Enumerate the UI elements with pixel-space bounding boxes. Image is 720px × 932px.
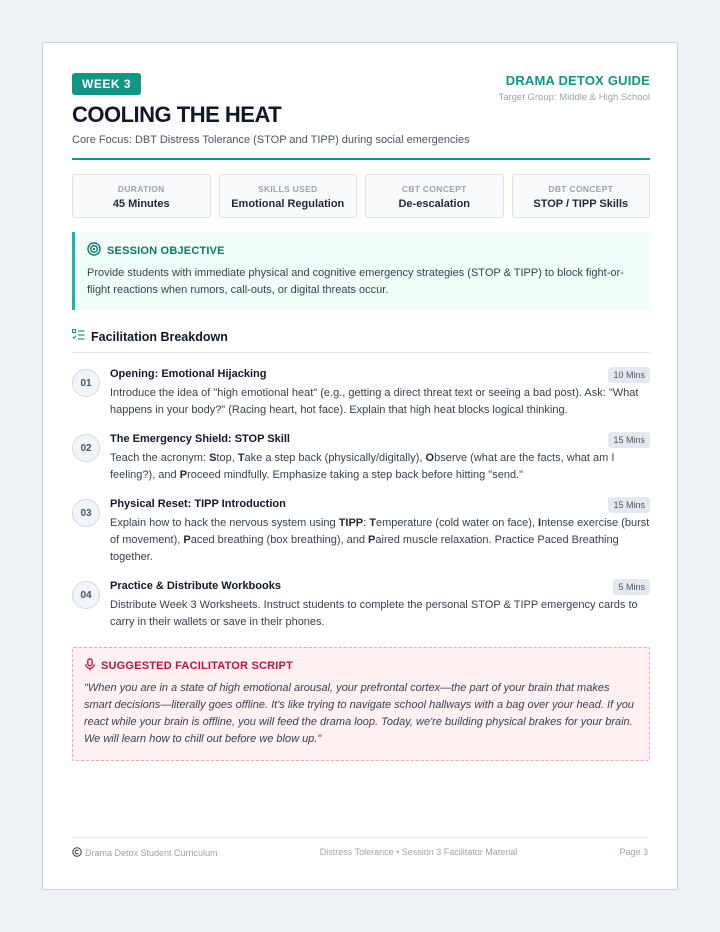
step-emphasis: T — [369, 517, 376, 529]
stat-value: 45 Minutes — [112, 198, 170, 210]
step-item — [72, 579, 650, 631]
brand-title: DRAMA DETOX GUIDE — [505, 73, 650, 88]
brand-subtitle: Target Group: Middle & High School — [498, 92, 650, 103]
footer-curriculum: Drama Detox Student Curriculum — [85, 848, 218, 858]
step-item — [72, 432, 650, 484]
session-objective — [72, 232, 650, 310]
page-content — [72, 73, 650, 761]
stat-value: De-escalation — [398, 198, 471, 210]
stat-card-dbt — [512, 174, 651, 218]
step-emphasis: P — [183, 534, 191, 546]
step-emphasis: TIPP — [338, 517, 364, 529]
stat-value: STOP / TIPP Skills — [533, 198, 629, 210]
script-text: "When you are in a state of high emotional arousal, your prefrontal cortex—the part of your brain that makes smart decisions—literally goes offline. It's like trying to navigate school hallways with a bag over your head. If you react while your brain is offline, you will feed the drama loop. Today, we're building physical brakes for your brain. We will learn how to chill out before we blow up." — [84, 682, 634, 745]
page-title: COOLING THE HEAT — [72, 102, 282, 127]
step-emphasis: O — [425, 452, 435, 464]
copyright-icon — [72, 847, 82, 859]
stat-label: DBT CONCEPT — [548, 184, 614, 194]
step-item — [72, 497, 650, 566]
objective-heading-row — [87, 242, 638, 259]
step-title: Opening: Emotional Hijacking — [110, 368, 267, 380]
step-number: 02 — [72, 434, 100, 462]
step-description: Introduce the idea of "high emotional heat" (e.g., getting a direct threat text or seeing a bad post). Ask: "What happens in your body?" (Racing heart, hot face). Explain that high heat blocks logical thinking. — [110, 387, 639, 416]
objective-heading: SESSION OBJECTIVE — [107, 244, 225, 257]
step-description: Distribute Week 3 Worksheets. Instruct students to complete the personal STOP & TIPP emergency cards to carry in their wallets or save in their phones. — [110, 599, 638, 628]
stat-card-cbt — [365, 174, 504, 218]
steps-list — [72, 367, 650, 631]
microphone-icon — [84, 658, 96, 674]
page-subtitle: Core Focus: DBT Distress Tolerance (STOP and TIPP) during social emergencies — [72, 134, 470, 146]
stat-label: DURATION — [117, 184, 165, 194]
footer-left — [72, 847, 218, 859]
step-emphasis: P — [368, 534, 376, 546]
step-title: The Emergency Shield: STOP Skill — [110, 433, 290, 445]
week-badge: WEEK 3 — [72, 73, 141, 95]
script-heading: SUGGESTED FACILITATOR SCRIPT — [101, 660, 293, 672]
document-page — [42, 42, 678, 890]
objective-text: Provide students with immediate physical and cognitive emergency strategies (STOP & TIPP) to block fight-or-flight reactions when rumors, call-outs, or digital threats occur. — [87, 267, 624, 296]
script-heading-row — [84, 658, 638, 674]
page-footer — [72, 837, 648, 859]
facilitator-script-box — [72, 647, 650, 761]
step-emphasis: T — [237, 452, 245, 464]
step-emphasis: S — [209, 452, 217, 464]
stat-label: CBT CONCEPT — [401, 184, 467, 194]
stats-row — [72, 174, 650, 218]
step-description: Explain how to hack the nervous system using TIPP: Temperature (cold water on face), Intense exercise (burst of movement), Paced breathing (box breathing), and Paired muscle relaxation. Practice Paced Breathing together. — [110, 517, 650, 563]
step-emphasis: I — [538, 517, 542, 529]
header-divider — [72, 158, 650, 160]
step-title: Physical Reset: TIPP Introduction — [110, 498, 286, 510]
stat-label: SKILLS USED — [257, 184, 318, 194]
step-duration-badge: 10 Mins — [608, 367, 650, 383]
checklist-icon — [72, 328, 85, 346]
step-number: 03 — [72, 499, 100, 527]
step-duration-badge: 15 Mins — [608, 432, 650, 448]
step-emphasis: P — [179, 469, 188, 481]
step-title: Practice & Distribute Workbooks — [110, 580, 281, 592]
step-number: 04 — [72, 581, 100, 609]
target-icon — [87, 242, 101, 259]
breakdown-heading-row — [72, 328, 650, 353]
step-duration-badge: 5 Mins — [613, 579, 650, 595]
stat-card-duration — [72, 174, 211, 218]
step-item — [72, 367, 650, 419]
footer-center: Distress Tolerance • Session 3 Facilitator Material — [319, 847, 518, 857]
breakdown-title: Facilitation Breakdown — [91, 330, 228, 344]
stat-value: Emotional Regulation — [231, 198, 345, 210]
step-number: 01 — [72, 369, 100, 397]
footer-page-number: Page 3 — [619, 847, 648, 857]
brand-block — [498, 73, 650, 103]
step-description: Teach the acronym: Stop, Take a step back (physically/digitally), Observe (what are the facts, what am I feeling?), and Proceed mindfully. Emphasize taking a step back before hitting "send." — [110, 452, 615, 481]
stat-card-skills — [219, 174, 358, 218]
step-duration-badge: 15 Mins — [608, 497, 650, 513]
